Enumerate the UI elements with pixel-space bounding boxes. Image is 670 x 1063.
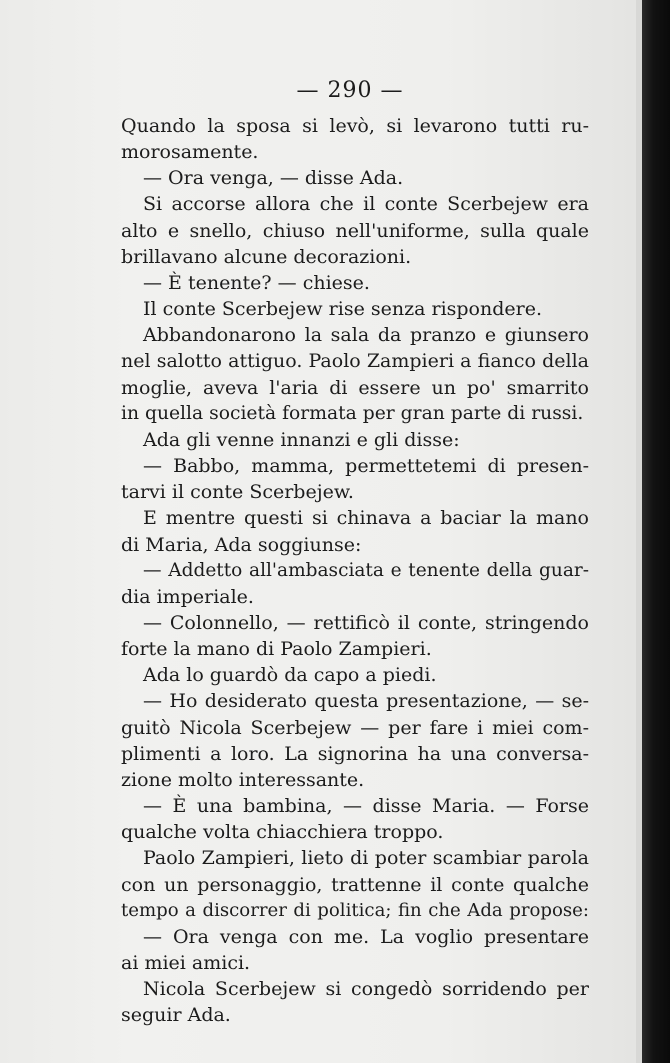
book-gutter xyxy=(642,0,670,1063)
text-line: Ada lo guardò da capo a piedi. xyxy=(143,664,437,687)
text-line: zione molto interessante. xyxy=(121,768,365,791)
text-line: alto e snello, chiuso nell'uniforme, sulla quale xyxy=(121,219,589,242)
text-line: di Maria, Ada soggiunse: xyxy=(121,533,362,556)
text-line: Abbandonarono la sala da pranzo e giunsero xyxy=(143,324,589,347)
text-line: Il conte Scerbejew rise senza rispondere. xyxy=(143,298,543,321)
text-line: brillavano alcune decorazioni. xyxy=(121,245,412,268)
text-line: — Ho desiderato questa presentazione, — se- xyxy=(143,690,589,713)
text-line: dia imperiale. xyxy=(121,585,254,608)
text-line: qualche volta chiacchiera troppo. xyxy=(121,821,444,844)
text-line: tempo a discorrer di politica; fin che Ada propose: xyxy=(121,899,589,921)
text-line: con un personaggio, trattenne il conte qualche xyxy=(121,873,589,896)
text-line: guitò Nicola Scerbejew — per fare i miei com- xyxy=(121,716,589,739)
text-line: seguir Ada. xyxy=(121,1004,231,1027)
text-line: tarvi il conte Scerbejew. xyxy=(121,481,354,504)
text-line: — Ora venga, — disse Ada. xyxy=(143,167,404,190)
text-line: — È tenente? — chiese. xyxy=(143,271,370,294)
text-line: — Ora venga con me. La voglio presentare xyxy=(143,925,589,948)
text-line: plimenti a loro. La signorina ha una conversa- xyxy=(121,742,589,765)
text-line: in quella società formata per gran parte di russi. xyxy=(121,402,584,424)
text-line: Paolo Zampieri, lieto di poter scambiar parola xyxy=(143,847,589,870)
text-line: nel salotto attiguo. Paolo Zampieri a fianco della xyxy=(121,350,589,373)
text-line: — Colonnello, — rettificò il conte, stringendo xyxy=(143,611,589,634)
text-line: ai miei amici. xyxy=(121,952,251,974)
text-line: forte la mano di Paolo Zampieri. xyxy=(121,638,432,661)
text-line: moglie, aveva l'aria di essere un po' smarrito xyxy=(121,376,589,399)
text-line: — È una bambina, — disse Maria. — Forse xyxy=(143,795,589,818)
text-line: morosamente. xyxy=(121,141,259,164)
text-line: — Babbo, mamma, permettetemi di presen- xyxy=(143,455,589,478)
text-line: Nicola Scerbejew si congedò sorridendo per xyxy=(143,978,589,1001)
text-line: E mentre questi si chinava a baciar la mano xyxy=(143,507,589,530)
page-number: — 290 — xyxy=(296,78,404,103)
text-line: Ada gli venne innanzi e gli disse: xyxy=(143,428,460,451)
text-line: Si accorse allora che il conte Scerbejew era xyxy=(143,193,589,216)
text-line: — Addetto all'ambasciata e tenente della guar- xyxy=(143,559,589,581)
body-text xyxy=(121,113,589,1028)
text-line: Quando la sposa si levò, si levarono tutti ru- xyxy=(121,115,589,137)
